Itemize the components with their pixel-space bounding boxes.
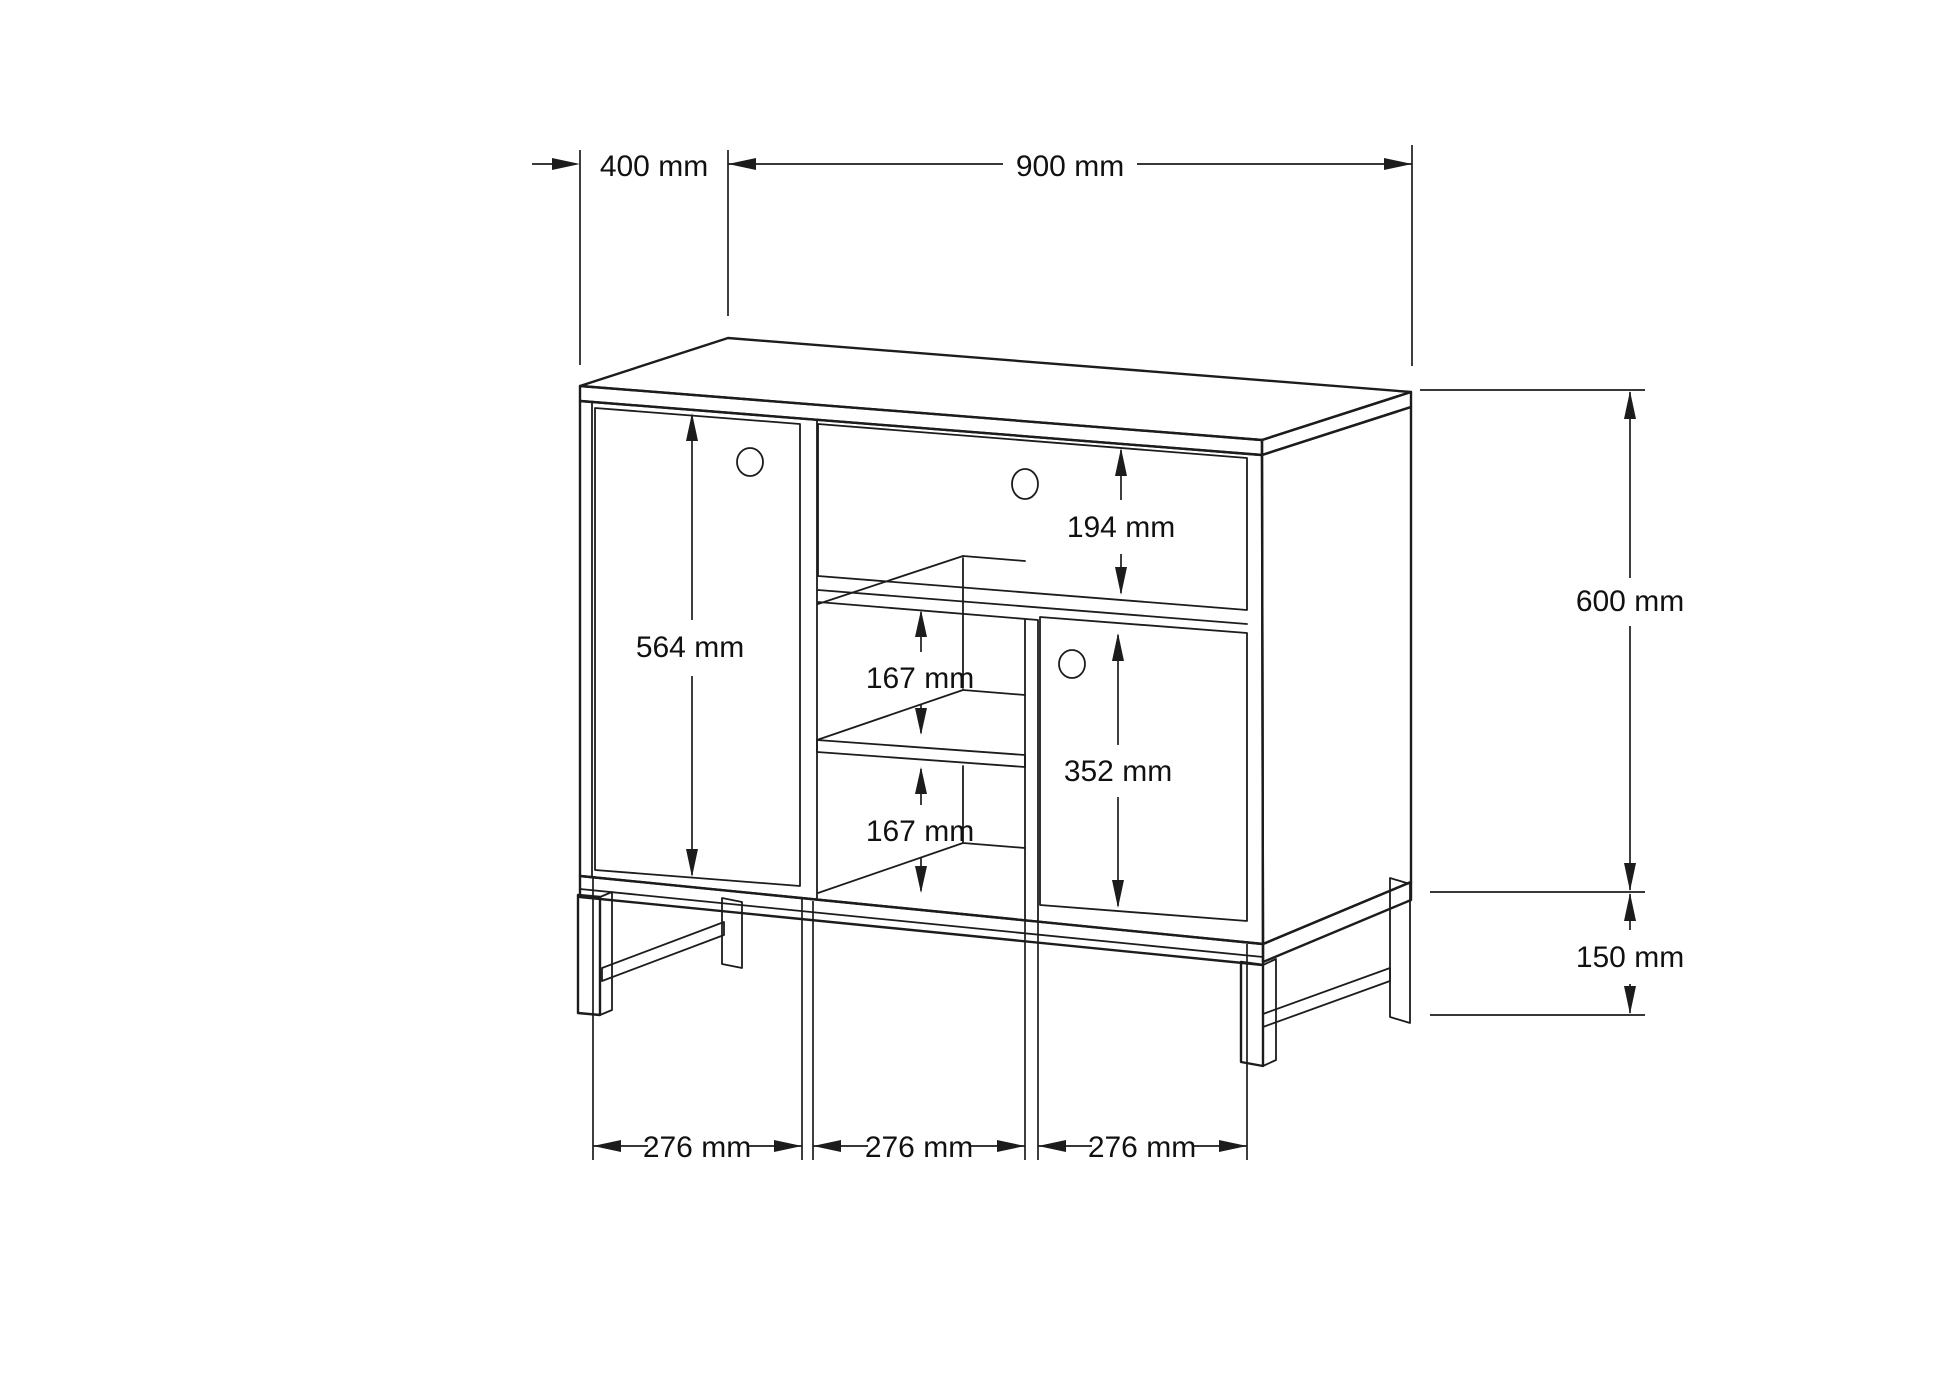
- arrowhead: [1624, 986, 1636, 1014]
- shelf-top-depth-edge: [817, 690, 963, 740]
- back-right-leg: [1390, 878, 1410, 1023]
- top-panel-face: [580, 338, 1411, 440]
- leg-frame: [578, 876, 1411, 1066]
- arrowhead: [774, 1140, 802, 1152]
- front-right-leg: [1241, 962, 1263, 1066]
- arrowhead: [686, 849, 698, 877]
- drawer-knob-hole: [1012, 469, 1038, 499]
- right-stretcher: [1263, 968, 1390, 1027]
- arrowhead: [997, 1140, 1025, 1152]
- right-door-knob-hole: [1059, 650, 1085, 678]
- front-left-leg: [578, 895, 600, 1015]
- arrowhead: [1624, 391, 1636, 419]
- arrowhead: [1219, 1140, 1247, 1152]
- dim-label-right-compartment: 276 mm: [1087, 1131, 1197, 1164]
- arrowhead: [1624, 863, 1636, 891]
- arrowhead: [552, 158, 580, 170]
- dim-lower-shelf-167: [866, 767, 974, 893]
- arrowhead: [1624, 893, 1636, 921]
- right-side-panel: [1262, 407, 1411, 944]
- front-left-leg-side: [600, 892, 612, 1015]
- right-side-rail: [1263, 882, 1411, 962]
- arrowhead: [728, 158, 756, 170]
- arrowhead: [1115, 567, 1127, 595]
- dim-label-carcass-height: 600 mm: [1575, 585, 1685, 618]
- arrowhead: [915, 708, 927, 735]
- arrowhead: [1112, 633, 1124, 661]
- dim-width-900: [728, 145, 1412, 366]
- dim-label-drawer-height: 194 mm: [1066, 511, 1176, 544]
- dim-label-middle-compartment: 276 mm: [864, 1131, 974, 1164]
- front-rail-seam: [580, 889, 1263, 957]
- dim-drawer-194: [1067, 448, 1175, 595]
- shelf-front-edge: [817, 740, 1025, 767]
- arrowhead: [1038, 1140, 1066, 1152]
- dim-label-left-door-height: 564 mm: [635, 631, 745, 664]
- dim-label-depth: 400 mm: [599, 150, 709, 183]
- dim-leg-height-150: [1430, 893, 1684, 1015]
- left-door-knob-hole: [737, 448, 763, 476]
- floor-depth-edge: [818, 843, 963, 893]
- arrowhead: [1112, 880, 1124, 908]
- dim-carcass-height-600: [1420, 390, 1684, 892]
- dim-label-left-compartment: 276 mm: [642, 1131, 752, 1164]
- top-panel-front-edge: [580, 386, 1262, 455]
- interior-ceiling-back-edge: [963, 556, 1025, 561]
- back-left-leg: [722, 898, 742, 968]
- left-stretcher: [602, 922, 724, 981]
- arrowhead: [593, 1140, 621, 1152]
- dim-label-upper-shelf-space: 167 mm: [865, 662, 975, 695]
- dim-label-lower-shelf-space: 167 mm: [865, 815, 975, 848]
- arrowhead: [915, 610, 927, 637]
- arrowhead: [915, 866, 927, 893]
- dim-upper-shelf-167: [866, 610, 974, 735]
- dim-depth-400: [532, 150, 728, 365]
- dim-label-width: 900 mm: [1015, 150, 1125, 183]
- dim-left-door-564: [636, 413, 744, 877]
- dim-label-right-door-height: 352 mm: [1063, 755, 1173, 788]
- arrowhead: [813, 1140, 841, 1152]
- top-panel-right-edge: [1262, 392, 1411, 455]
- arrowhead: [686, 413, 698, 441]
- interior-ceiling-edge: [818, 556, 963, 604]
- dim-label-leg-height: 150 mm: [1575, 941, 1685, 974]
- arrowhead: [1384, 158, 1412, 170]
- arrowhead: [1115, 448, 1127, 476]
- arrowhead: [915, 767, 927, 794]
- dim-compartments-276: [593, 878, 1247, 1164]
